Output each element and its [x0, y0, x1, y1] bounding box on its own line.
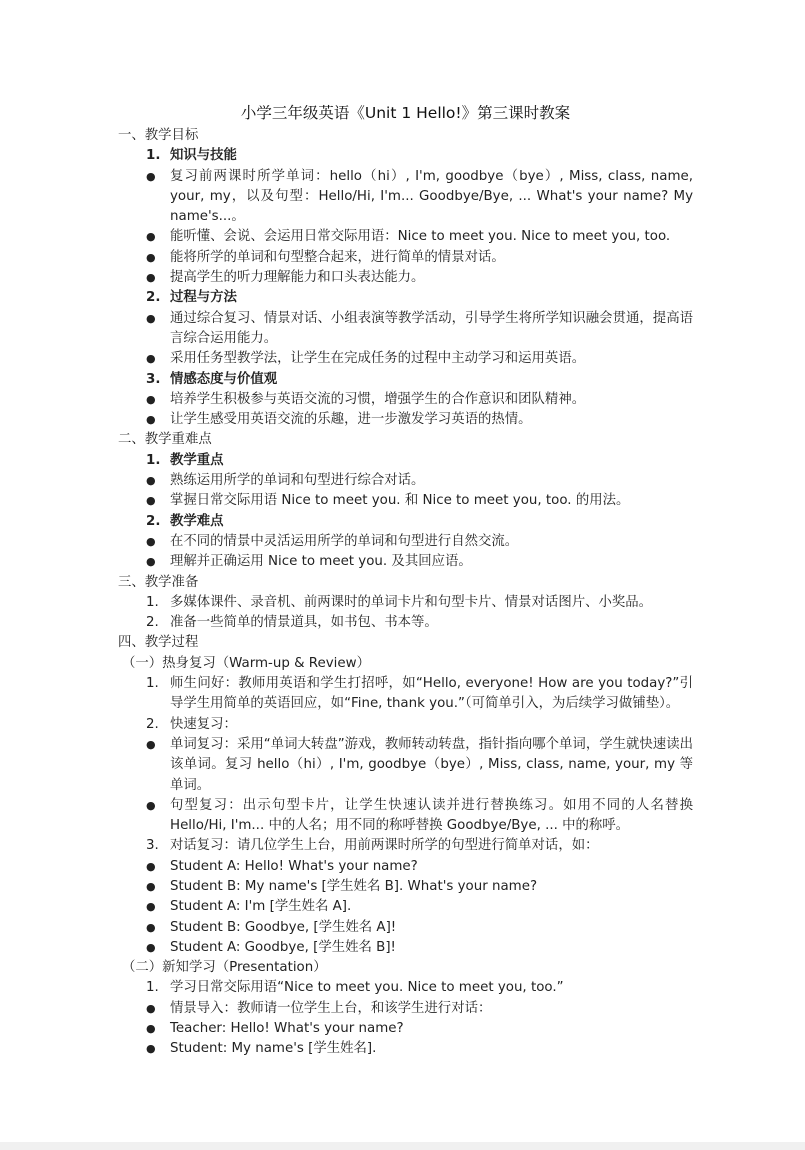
bullet-icon [118, 268, 170, 288]
list-number: 2. [146, 716, 159, 732]
numbered-heading [118, 451, 693, 471]
bullet-item [118, 491, 693, 511]
bullet-text: 在不同的情景中灵活运用所学的单词和句型进行自然交流。 [170, 533, 519, 549]
list-number: 3. [146, 838, 159, 854]
bullet-icon [118, 309, 170, 350]
bullet-text: 能听懂、会说、会运用日常交际用语：Nice to meet you. Nice to meet you, too. [170, 229, 671, 245]
bullet-text: 采用任务型教学法，让学生在完成任务的过程中主动学习和运用英语。 [170, 351, 586, 367]
document-title: 小学三年级英语《Unit 1 Hello!》第三课时教案 [240, 104, 571, 122]
bullet-item [118, 410, 693, 430]
numbered-item [118, 715, 693, 735]
bullet-item [118, 796, 693, 837]
bullet-text: Student B: My name's [学生姓名 B]. What's your name? [170, 878, 538, 894]
bullet-icon [118, 897, 170, 917]
bullet-icon [118, 471, 170, 491]
bullet-text: 让学生感受用英语交流的乐趣，进一步激发学习英语的热情。 [170, 412, 532, 428]
numbered-item [118, 674, 693, 715]
bullet-item [118, 877, 693, 897]
section-heading: 三、教学准备 [118, 574, 199, 590]
bullet-icon [118, 491, 170, 511]
numbered-heading [118, 370, 693, 390]
bullet-item [118, 938, 693, 958]
bullet-icon [118, 796, 170, 837]
subsection-heading: （二）新知学习（Presentation） [122, 960, 327, 976]
bullet-text: Student: My name's [学生姓名]. [170, 1041, 377, 1057]
list-number: 1. [146, 676, 159, 692]
bullet-item [118, 227, 693, 247]
bullet-item [118, 1019, 693, 1039]
heading-text: 知识与技能 [170, 148, 237, 164]
bullet-item [118, 390, 693, 410]
bullet-item [118, 349, 693, 369]
bullet-text: 情景导入：教师请一位学生上台，和该学生进行对话： [170, 1000, 492, 1016]
bullet-icon [118, 552, 170, 572]
bullet-text: 句型复习：出示句型卡片，让学生快速认读并进行替换练习。如用不同的人名替换 Hello/Hi, I'm... 中的人名；用不同的称呼替换 Goodbye/Bye, ... 中的称呼。 [170, 797, 693, 834]
item-text: 对话复习：请几位学生上台，用前两课时所学的句型进行简单对话，如： [170, 838, 599, 854]
bullet-icon [118, 390, 170, 410]
bullet-icon [118, 918, 170, 938]
item-text: 快速复习： [170, 716, 237, 732]
bullet-item [118, 999, 693, 1019]
heading-text: 情感态度与价值观 [170, 371, 278, 387]
bullet-text: Student A: I'm [学生姓名 A]. [170, 899, 352, 915]
numbered-item [118, 978, 693, 998]
bullet-item [118, 309, 693, 350]
bullet-text: 培养学生积极参与英语交流的习惯，增强学生的合作意识和团队精神。 [170, 391, 586, 407]
bullet-item [118, 918, 693, 938]
bullet-text: 理解并正确运用 Nice to meet you. 及其回应语。 [170, 554, 472, 570]
list-number: 1. [146, 980, 159, 996]
heading-text: 过程与方法 [170, 290, 237, 306]
bullet-icon [118, 877, 170, 897]
bullet-item [118, 268, 693, 288]
bullet-item [118, 532, 693, 552]
list-number: 1. [146, 594, 159, 610]
bullet-icon [118, 938, 170, 958]
bullet-text: Student B: Goodbye, [学生姓名 A]! [170, 919, 397, 935]
item-text: 多媒体课件、录音机、前两课时的单词卡片和句型卡片、情景对话图片、小奖品。 [170, 594, 653, 610]
bullet-item [118, 857, 693, 877]
list-number: 2. [146, 513, 161, 529]
bullet-icon [118, 1039, 170, 1059]
bullet-text: 熟练运用所学的单词和句型进行综合对话。 [170, 473, 425, 489]
item-text: 准备一些简单的情景道具，如书包、书本等。 [170, 615, 438, 631]
numbered-item [118, 593, 693, 613]
bullet-item [118, 1039, 693, 1059]
page-bottom-edge [0, 1142, 805, 1150]
bullet-item [118, 167, 693, 228]
list-number: 3. [146, 371, 161, 387]
heading-text: 教学重点 [170, 452, 224, 468]
bullet-text: Student A: Goodbye, [学生姓名 B]! [170, 939, 396, 955]
bullet-text: 通过综合复习、情景对话、小组表演等教学活动，引导学生将所学知识融会贯通，提高语言综合运用能力。 [170, 310, 693, 346]
bullet-text: 提高学生的听力理解能力和口头表达能力。 [170, 270, 425, 286]
bullet-icon [118, 532, 170, 552]
bullet-icon [118, 349, 170, 369]
bullet-item [118, 248, 693, 268]
bullet-icon [118, 227, 170, 247]
list-number: 1. [146, 148, 161, 164]
bullet-item [118, 471, 693, 491]
list-number: 2. [146, 615, 159, 631]
bullet-text: Student A: Hello! What's your name? [170, 858, 418, 874]
bullet-icon [118, 999, 170, 1019]
bullet-text: 复习前两课时所学单词：hello（hi）, I'm, goodbye（bye）, Miss, class, name, your, my，以及句型：Hello/Hi, I'm... Goodbye/Bye, ... What's your name? My name's...。 [170, 168, 693, 225]
bullet-icon [118, 167, 170, 228]
document-body [118, 100, 693, 1060]
heading-text: 教学难点 [170, 513, 224, 529]
section-heading: 一、教学目标 [118, 128, 199, 143]
bullet-item [118, 552, 693, 572]
numbered-heading [118, 512, 693, 532]
list-number: 2. [146, 290, 161, 306]
section-heading: 二、教学重难点 [118, 432, 212, 448]
bullet-icon [118, 1019, 170, 1039]
section-heading: 四、教学过程 [118, 635, 199, 651]
bullet-icon [118, 857, 170, 877]
item-text: 师生问好：教师用英语和学生打招呼，如“Hello, everyone! How are you today?”引导学生用简单的英语回应，如“Fine, thank you.”（可简单引入，为后续学习做铺垫）。 [170, 676, 693, 712]
bullet-text: 掌握日常交际用语 Nice to meet you. 和 Nice to meet you, too. 的用法。 [170, 493, 630, 509]
list-number: 1. [146, 452, 161, 468]
bullet-text: Teacher: Hello! What's your name? [170, 1021, 404, 1037]
bullet-item [118, 897, 693, 917]
bullet-icon [118, 735, 170, 796]
numbered-item [118, 613, 693, 633]
bullet-text: 单词复习：采用“单词大转盘”游戏，教师转动转盘，指针指向哪个单词，学生就快速读出该单词。复习 hello（hi）, I'm, goodbye（bye）, Miss, class, name, your, my 等单词。 [170, 736, 693, 793]
subsection-heading: （一）热身复习（Warm-up & Review） [122, 655, 370, 671]
numbered-heading [118, 146, 693, 166]
bullet-icon [118, 410, 170, 430]
item-text: 学习日常交际用语“Nice to meet you. Nice to meet you, too.” [170, 980, 564, 996]
bullet-item [118, 735, 693, 796]
bullet-text: 能将所学的单词和句型整合起来，进行简单的情景对话。 [170, 249, 505, 265]
numbered-heading [118, 288, 693, 308]
bullet-icon [118, 248, 170, 268]
numbered-item [118, 836, 693, 856]
